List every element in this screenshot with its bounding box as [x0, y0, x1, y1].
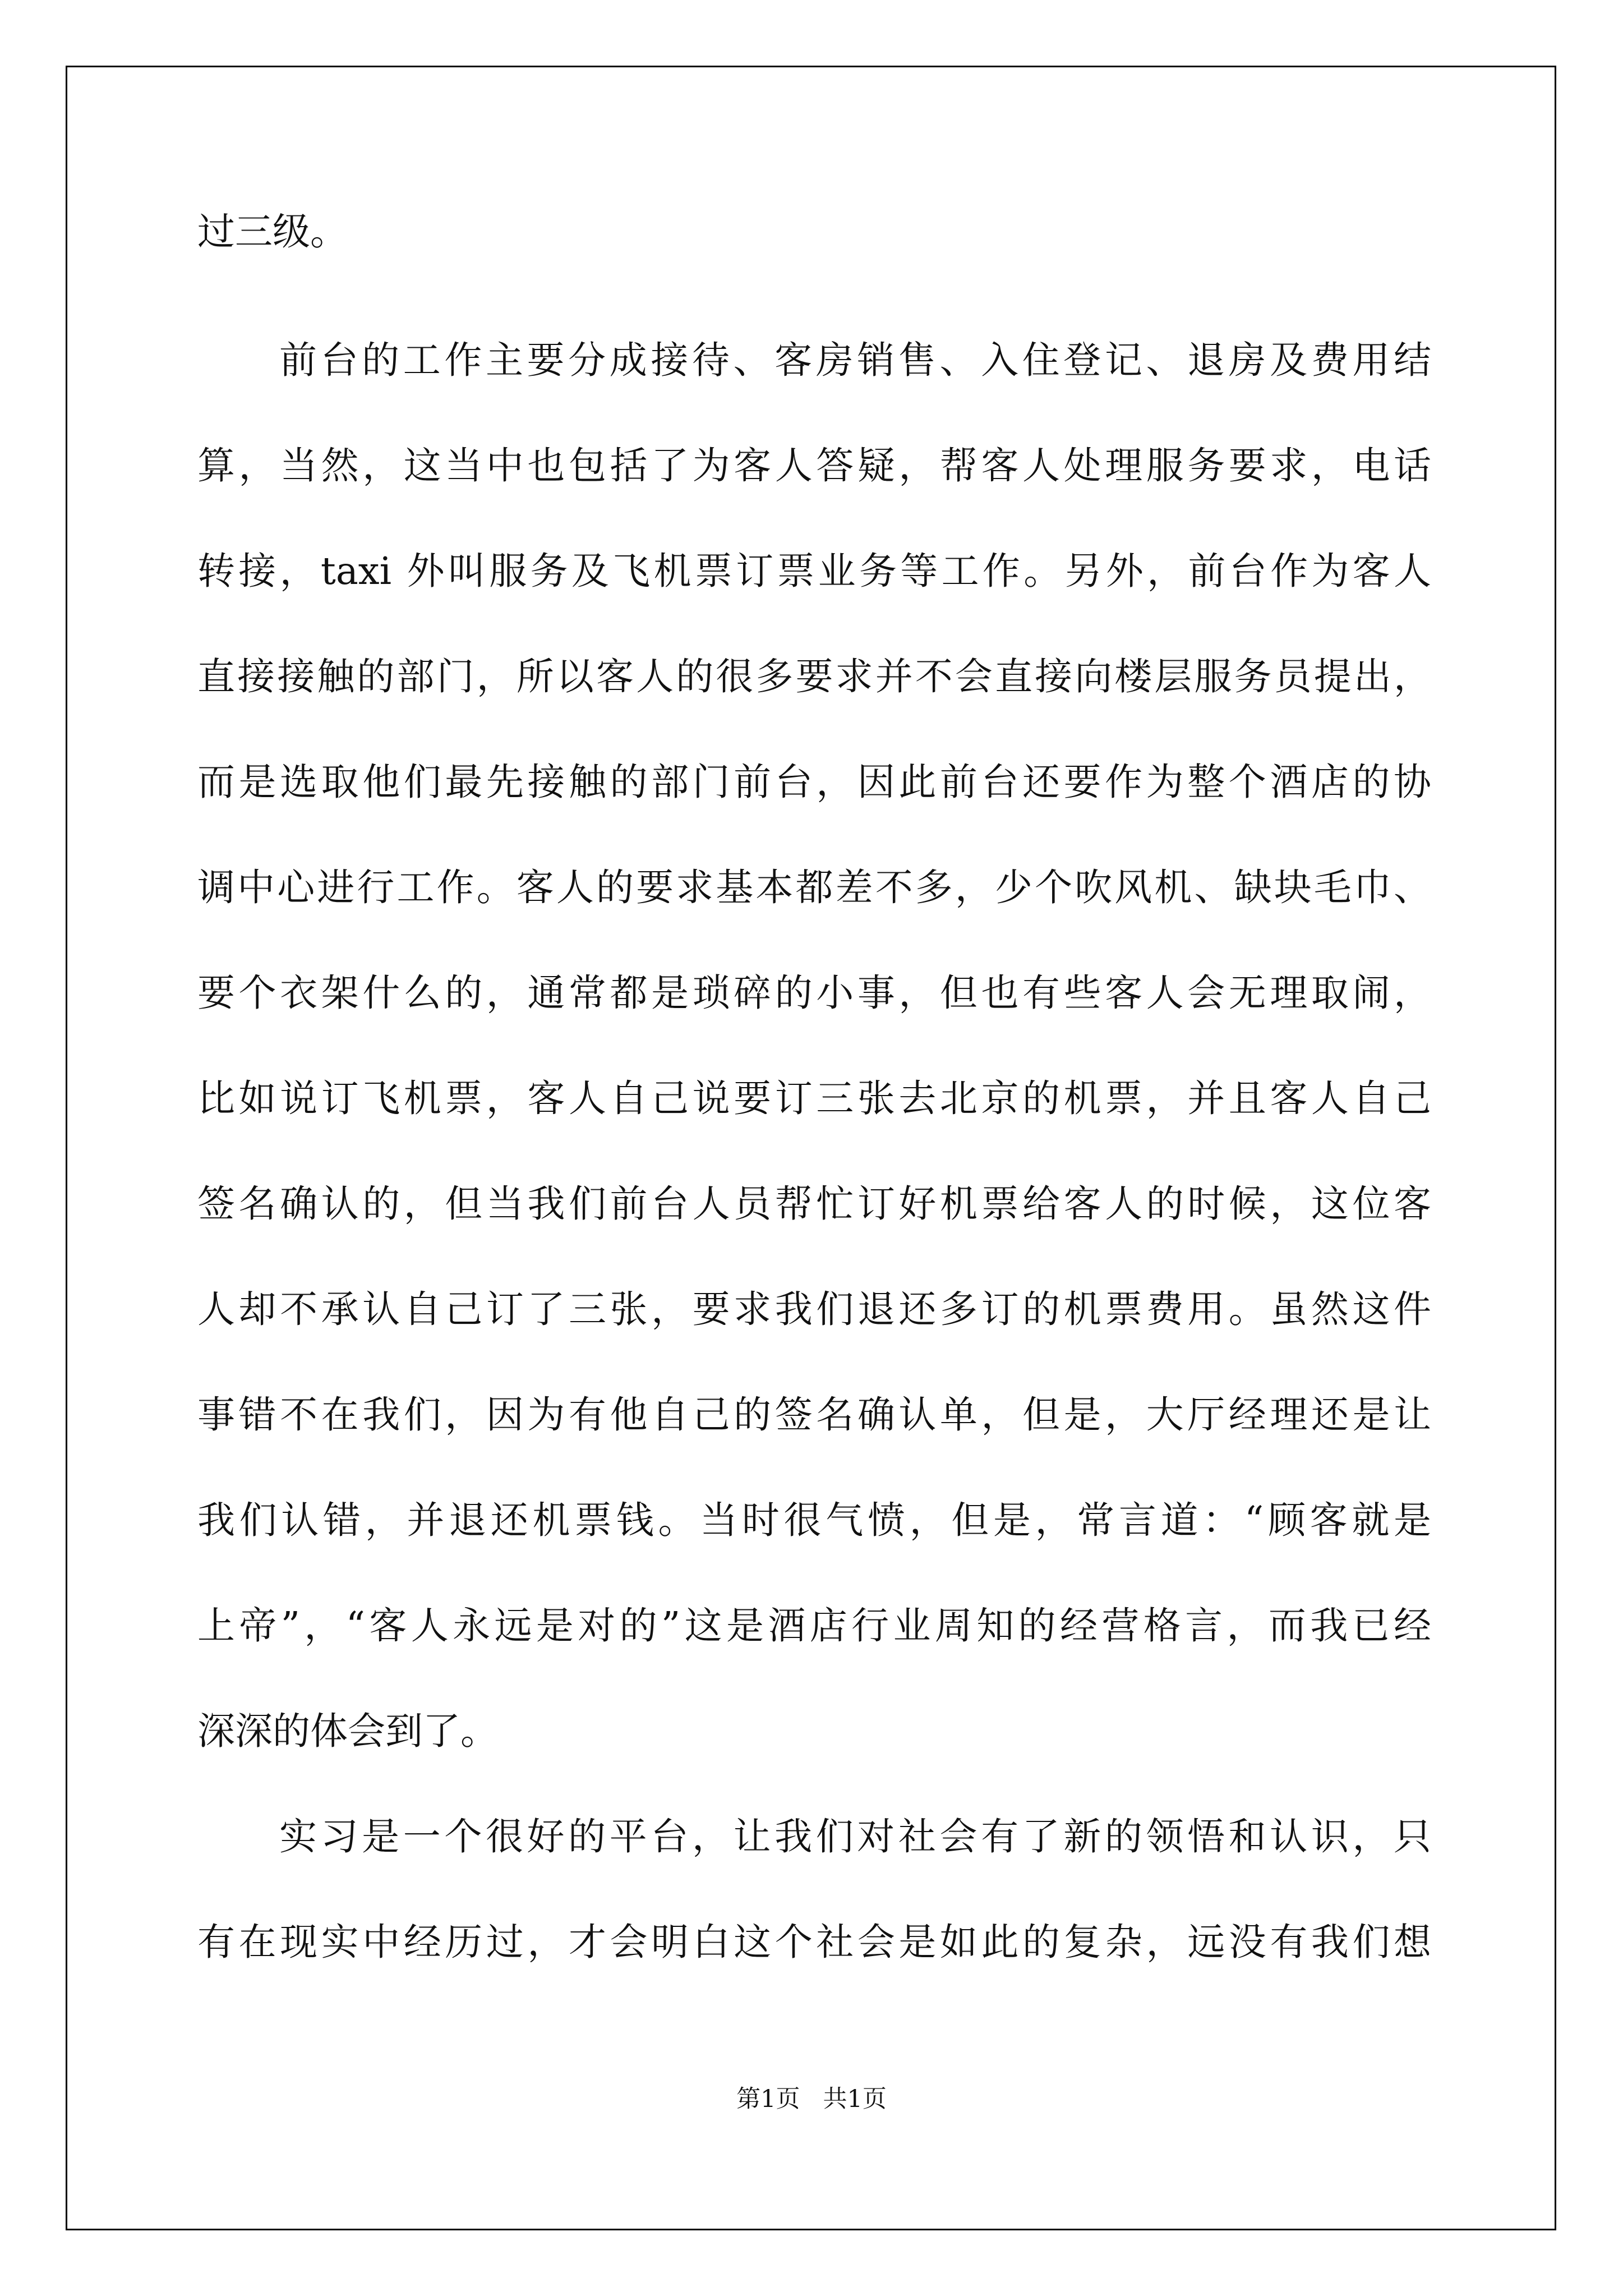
text-line: 深深的体会到了。: [197, 1709, 498, 1753]
text-line: 算，当然，这当中也包括了为客人答疑，帮客人处理服务要求，电话: [197, 444, 1431, 487]
text-line: 过三级。: [197, 210, 348, 254]
text-line: 要个衣架什么的，通常都是琐碎的小事，但也有些客人会无理取闹，: [197, 971, 1431, 1015]
text-line: 有在现实中经历过，才会明白这个社会是如此的复杂，远没有我们想: [197, 1920, 1431, 1964]
page-border: [66, 66, 1556, 2230]
text-line: 直接接触的部门，所以客人的很多要求并不会直接向楼层服务员提出，: [197, 655, 1431, 698]
text-line: 我们认错，并退还机票钱。当时很气愤，但是，常言道：“顾客就是: [197, 1498, 1431, 1542]
text-line: 签名确认的，但当我们前台人员帮忙订好机票给客人的时候，这位客: [197, 1182, 1431, 1226]
text-line: 调中心进行工作。客人的要求基本都差不多，少个吹风机、缺块毛巾、: [197, 866, 1431, 909]
text-line: 人却不承认自己订了三张，要求我们退还多订的机票费用。虽然这件: [197, 1287, 1431, 1331]
text-line: 上帝”，“客人永远是对的”这是酒店行业周知的经营格言，而我已经: [197, 1604, 1431, 1648]
paragraph-first-line: 前台的工作主要分成接待、客房销售、入住登记、退房及费用结: [279, 338, 1431, 382]
text-line: 事错不在我们，因为有他自己的签名确认单，但是，大厅经理还是让: [197, 1393, 1431, 1437]
text-line: 而是选取他们最先接触的部门前台，因此前台还要作为整个酒店的协: [197, 760, 1431, 804]
paragraph-first-line: 实习是一个很好的平台，让我们对社会有了新的领悟和认识，只: [279, 1815, 1431, 1858]
text-line: 转接，taxi 外叫服务及飞机票订票业务等工作。另外，前台作为客人: [197, 549, 1431, 593]
page-footer: 第1页 共1页: [736, 2085, 887, 2113]
text-line: 比如说订飞机票，客人自己说要订三张去北京的机票，并且客人自己: [197, 1076, 1431, 1120]
